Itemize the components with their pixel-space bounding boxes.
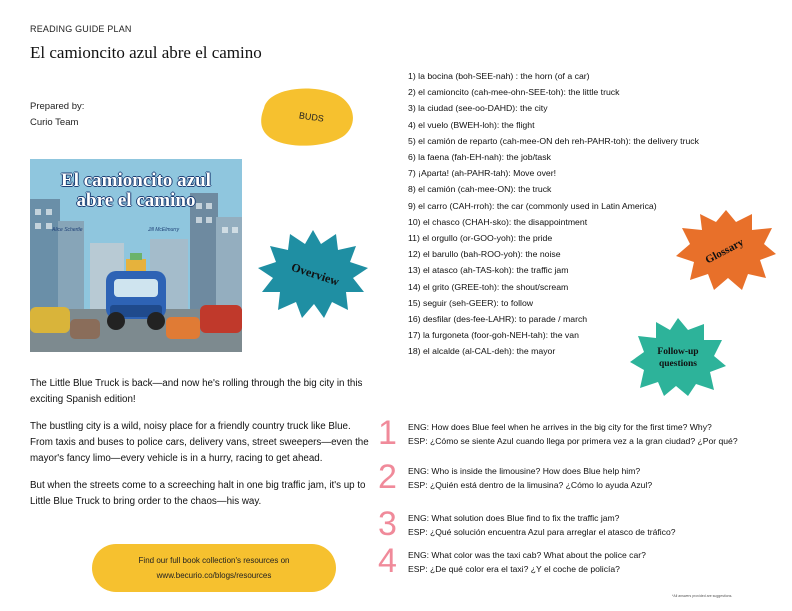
- glossary-list: [408, 68, 708, 360]
- question-spanish: ESP: ¿Quién está dentro de la limusina? ¿Cómo lo ayuda Azul?: [408, 480, 653, 490]
- question-english: ENG: Who is inside the limousine? How does Blue help him?: [408, 466, 641, 476]
- cover-author: Alice Schertle: [52, 227, 83, 233]
- resources-text: Find our full book collection's resources on: [138, 556, 290, 565]
- question-number: 2: [378, 458, 397, 496]
- resources-link[interactable]: www.becurio.co/blogs/resources: [156, 571, 272, 580]
- glossary-item: 1) la bocina (boh-SEE-nah) : the horn (of a car): [408, 71, 590, 81]
- glossary-item: 9) el carro (CAH-rroh): the car (commonly used in Latin America): [408, 200, 657, 211]
- buds-label: BUDS: [298, 110, 325, 124]
- question-spanish: ESP: ¿Cómo se siente Azul cuando llega por primera vez a la gran ciudad? ¿Por qué?: [408, 436, 738, 446]
- question-number: 1: [378, 414, 397, 452]
- prepared-by-name: Curio Team: [30, 117, 79, 128]
- resources-banner: [92, 544, 336, 592]
- glossary-item: 10) el chasco (CHAH-sko): the disappointment: [408, 216, 588, 227]
- glossary-item: 14) el grito (GREE-toh): the shout/scream: [408, 281, 569, 292]
- question-number: 4: [378, 542, 397, 580]
- glossary-item: 4) el vuelo (BWEH-loh): the flight: [408, 119, 535, 130]
- description-paragraph: The Little Blue Truck is back—and now he's rolling through the big city in this exciting Spanish edition!: [30, 378, 363, 405]
- glossary-item: 12) el barullo (bah-ROO-yoh): the noise: [408, 249, 561, 260]
- footnote: *All answers provided are suggestions.: [672, 594, 733, 598]
- glossary-item: 18) el alcalde (al-CAL-deh): the mayor: [408, 346, 556, 357]
- book-cover-image: [30, 159, 242, 352]
- prepared-by: [30, 99, 84, 131]
- glossary-item: 11) el orgullo (or-GOO-yoh): the pride: [408, 233, 553, 244]
- glossary-item: 15) seguir (seh-GEER): to follow: [408, 297, 534, 308]
- glossary-item: 16) desfilar (des-fee-LAHR): to parade / march: [408, 314, 588, 325]
- glossary-badge: [676, 210, 776, 290]
- question-english: ENG: What color was the taxi cab? What about the police car?: [408, 550, 646, 560]
- glossary-item: 5) el camión de reparto (cah-mee-ON deh reh-PAHR-toh): the delivery truck: [408, 135, 699, 146]
- cover-title-line1: El camioncito azul: [61, 170, 211, 191]
- buds-badge: [256, 86, 356, 148]
- glossary-item: 13) el atasco (ah-TAS-koh): the traffic jam: [408, 265, 569, 276]
- question-spanish: ESP: ¿De qué color era el taxi? ¿Y el coche de policía?: [408, 564, 620, 574]
- glossary-item: 7) ¡Aparta! (ah-PAHR-tah): Move over!: [408, 168, 557, 179]
- page-title: El camioncito azul abre el camino: [30, 43, 262, 62]
- cover-illustrator: Jill McElmurry: [148, 227, 180, 233]
- glossary-item: 6) la faena (fah-EH-nah): the job/task: [408, 152, 551, 163]
- question-spanish: ESP: ¿Qué solución encuentra Azul para arreglar el atasco de tráfico?: [408, 527, 676, 537]
- question-number: 3: [378, 505, 397, 543]
- question-english: ENG: What solution does Blue find to fix the traffic jam?: [408, 513, 620, 523]
- overview-label: Overview: [289, 259, 341, 289]
- glossary-item: 2) el camioncito (cah-mee-ohn-SEE-toh): the little truck: [408, 87, 620, 98]
- document-label: READING GUIDE PLAN: [30, 24, 132, 34]
- question-english: ENG: How does Blue feel when he arrives in the big city for the first time? Why?: [408, 422, 712, 432]
- overview-badge: [258, 228, 368, 318]
- description-paragraph: The bustling city is a wild, noisy place for a friendly country truck like Blue. From taxis and buses to police cars, delivery vans, street sweepers—even the mayor's fancy limo—every vehicle is in a hurry, racing to get ahead.: [30, 421, 369, 464]
- description-paragraph: But when the streets come to a screeching halt in one big traffic jam, it's up to Little Blue Truck to bring order to the chaos—his way.: [30, 480, 366, 507]
- book-description: [30, 376, 370, 521]
- cover-title-line2: abre el camino: [76, 190, 196, 211]
- followup-label-line1: Follow-up: [657, 347, 699, 357]
- glossary-label: Glossary: [703, 236, 746, 267]
- glossary-item: 3) la ciudad (see-oo-DAHD): the city: [408, 103, 548, 114]
- followup-label-line2: questions: [658, 359, 698, 369]
- glossary-item: 17) la furgoneta (foor-goh-NEH-tah): the van: [408, 330, 579, 341]
- prepared-by-label: Prepared by:: [30, 101, 85, 112]
- followup-burst-shape: [630, 318, 726, 396]
- glossary-item: 8) el camión (cah-mee-ON): the truck: [408, 184, 552, 195]
- followup-badge: [630, 318, 726, 396]
